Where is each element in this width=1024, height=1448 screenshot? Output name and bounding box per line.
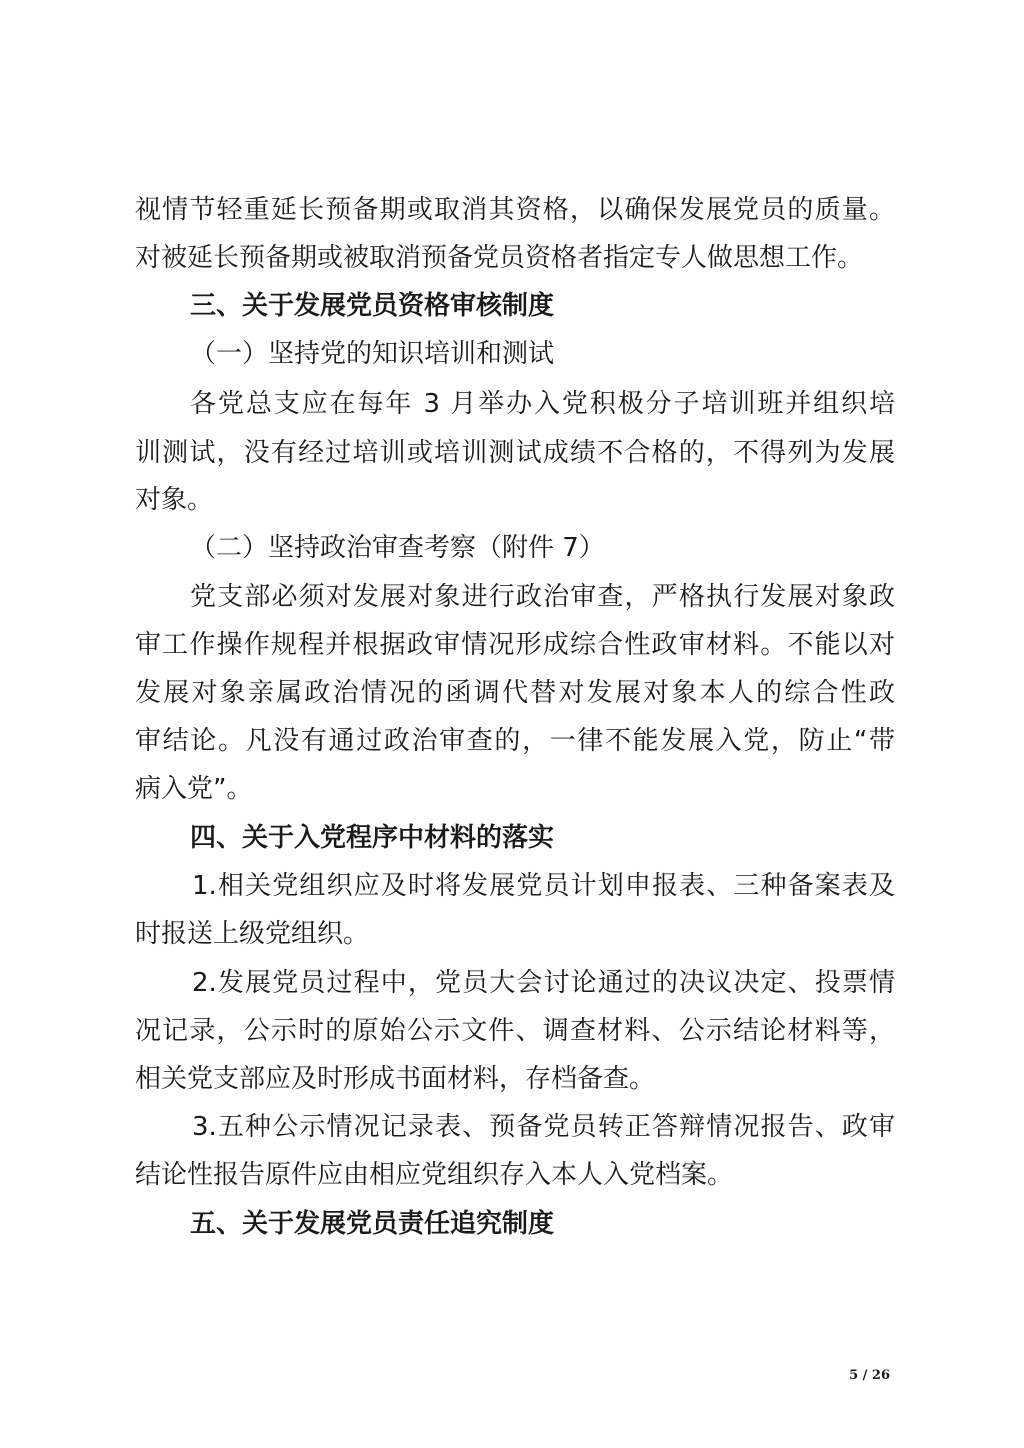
paragraph-line: 视情节轻重延长预备期或取消其资格，以确保发展党员的质量。 bbox=[135, 195, 895, 225]
paragraph-line: 对象。 bbox=[135, 485, 214, 515]
section-heading: 三、关于发展党员资格审核制度 bbox=[190, 291, 555, 321]
paragraph-line: 3.五种公示情况记录表、预备党员转正答辩情况报告、政审 bbox=[192, 1112, 895, 1142]
paragraph-line: 况记录，公示时的原始公示文件、调查材料、公示结论材料等， bbox=[135, 1016, 895, 1046]
paragraph-line: 时报送上级党组织。 bbox=[135, 919, 370, 949]
paragraph-line: 1.相关党组织应及时将发展党员计划申报表、三种备案表及 bbox=[192, 871, 895, 901]
paragraph-line: 党支部必须对发展对象进行政治审查，严格执行发展对象政 bbox=[190, 582, 895, 612]
paragraph-line: 对被延长预备期或被取消预备党员资格者指定专人做思想工作。 bbox=[135, 243, 864, 273]
paragraph-line: 2.发展党员过程中，党员大会讨论通过的决议决定、投票情 bbox=[192, 968, 895, 998]
section-heading: 五、关于发展党员责任追究制度 bbox=[190, 1209, 555, 1239]
paragraph-line: 结论性报告原件应由相应党组织存入本人入党档案。 bbox=[135, 1160, 734, 1190]
paragraph-line: 相关党支部应及时形成书面材料，存档备查。 bbox=[135, 1064, 656, 1094]
paragraph-line: 各党总支应在每年 3 月举办入党积极分子培训班并组织培 bbox=[190, 389, 895, 419]
paragraph-line: 发展对象亲属政治情况的函调代替对发展对象本人的综合性政 bbox=[135, 678, 895, 708]
paragraph-line: 病入党”。 bbox=[135, 774, 253, 804]
paragraph-line: 审结论。凡没有通过政治审查的，一律不能发展入党，防止“带 bbox=[135, 726, 895, 756]
paragraph-line: 审工作操作规程并根据政审情况形成综合性政审材料。不能以对 bbox=[135, 630, 895, 660]
subsection-heading: （一）坚持党的知识培训和测试 bbox=[190, 339, 555, 369]
subsection-heading: （二）坚持政治审查考察（附件 7） bbox=[190, 533, 605, 563]
page-number: 5 / 26 bbox=[849, 1368, 890, 1383]
section-heading: 四、关于入党程序中材料的落实 bbox=[190, 823, 555, 853]
paragraph-line: 训测试，没有经过培训或培训测试成绩不合格的，不得列为发展 bbox=[135, 438, 895, 468]
